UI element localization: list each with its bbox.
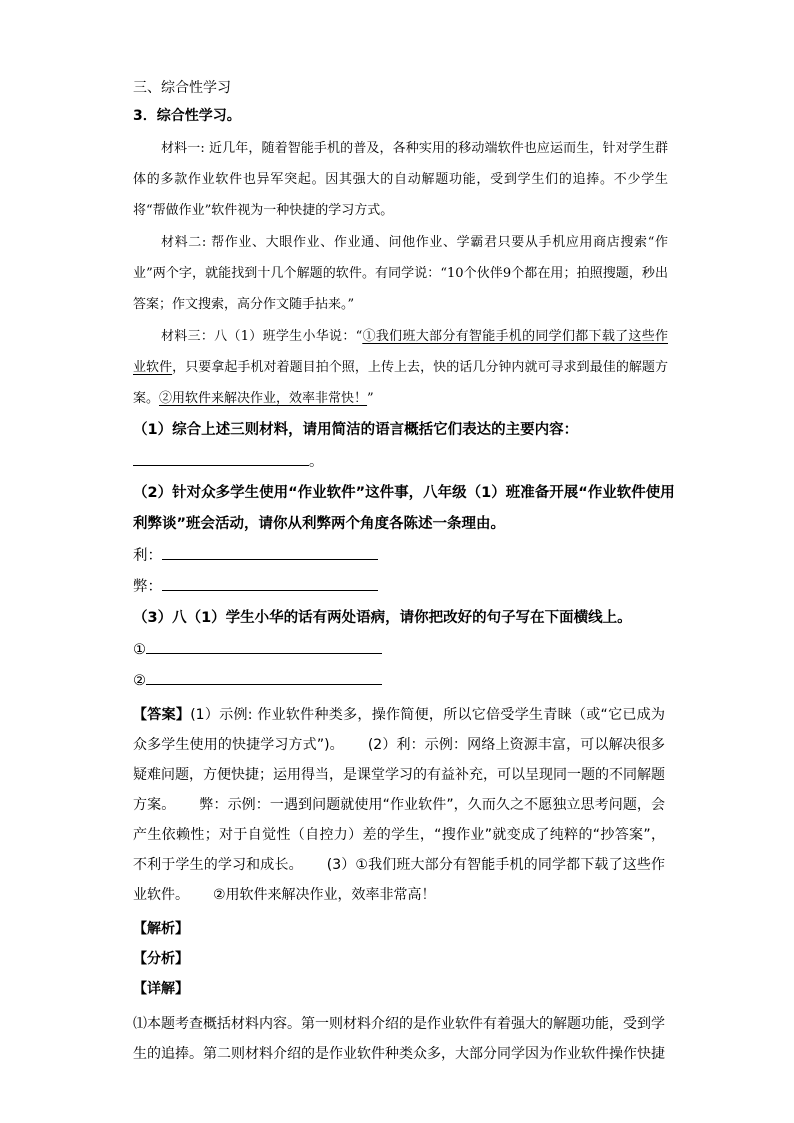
blank-line [162,576,378,591]
li-line [133,545,378,566]
answer-line-1 [133,451,324,472]
material-one-text: 材料一: 近几年，随着智能手机的普及，各种实用的移动端软件也应运而生，针对学生群体的多款作业软件也异军突起。因其强大的自动解题功能，受到学生们的追捧。不少学生将“帮做作业”软件视为一种快捷的学习方式。 [133,141,668,218]
material-two [133,227,668,320]
fenxi-header: 【分析】 [133,951,189,967]
circle-one: ① [133,642,146,658]
question-title: 3．综合性学习。 [133,108,241,124]
blank-line [146,670,382,685]
fix-line-1 [133,639,382,660]
jiexi-header: 【解析】 [133,921,189,937]
answer-part-5: ②用软件来解决作业，效率非常高！ [213,887,436,903]
sub-question-1: （1）综合上述三则材料，请用简洁的语言概括它们表达的主要内容： [133,422,579,438]
material-three-middle: ，只要拿起手机对着题目拍个照，上传上去，快的话几分钟内就可寻求到最佳的解题方案。 [133,360,668,406]
li-label: 利： [133,548,162,564]
answer-part-3: 弊：示例：一遇到问题就使用“作业软件”，久而久之不愿独立思考问题，会产生依赖性；对于自觉性（自控力）差的学生，“搜作业”就变成了纯粹的“抄答案”，不利于学生的学习和成长。 [133,797,666,873]
blank-line [162,545,378,560]
fix-line-2 [133,670,382,691]
xiangjie-header: 【详解】 [133,981,189,997]
answer-part-4: (3）①我们班大部分有智能手机的同学都下载了这些作业软件。 [133,857,666,903]
material-three-suffix: ” [367,391,374,406]
material-three [133,321,668,414]
detail-text: ⑴本题考查概括材料内容。第一则材料介绍的是作业软件有着强大的解题功能，受到学生的追捧。第二则材料介绍的是作业软件种类众多，大部分同学因为作业软件操作快捷 [133,1016,665,1062]
bi-label: 弊： [133,579,162,595]
answer-part-1: (1）示例: 作业软件种类多，操作简便，所以它倍受学生青睐（或“它已成为众多学生使用的快捷学习方式”)。 [133,707,665,753]
material-three-prefix: 材料三：八（1）班学生小华说：“ [161,329,363,344]
bi-line [133,576,378,597]
sub-question-2-line1: （2）针对众多学生使用“作业软件”这件事，八年级（1）班准备开展“作业软件使用 [133,485,675,501]
answer-block [133,700,665,910]
blank-end: 。 [309,454,324,470]
answer-part-2: (2）利：示例：网络上资源丰富，可以解决很多疑难问题，方便快捷；运用得当，是课堂学习的有益补充，可以呈现同一题的不同解题方案。 [133,737,665,813]
material-two-text: 材料二: 帮作业、大眼作业、作业通、问他作业、学霸君只要从手机应用商店搜索“作业”两个字，就能找到十几个解题的软件。有同学说：“10个伙伴9个都在用；拍照搜题，秒出答案；作文搜索，高分作文随手拈来。” [133,235,668,312]
section-title: 三、综合性学习 [133,80,231,96]
answer-tag: 【答案】 [133,707,191,723]
sub-question-2-line2: 利弊谈”班会活动，请你从利弊两个角度各陈述一条理由。 [133,516,506,532]
sick-sentence-one: ①我们班大部分有智能手机的同学们都下载了这些作业软件 [133,329,668,375]
sub-question-3: （3）八（1）学生小华的话有两处语病，请你把改好的句子写在下面横线上。 [133,610,632,626]
blank-line [146,639,382,654]
circle-two: ② [133,673,146,689]
material-one [133,133,668,226]
sick-sentence-two: ②用软件来解决作业，效率非常快！ [159,391,368,406]
blank-line [133,451,309,466]
